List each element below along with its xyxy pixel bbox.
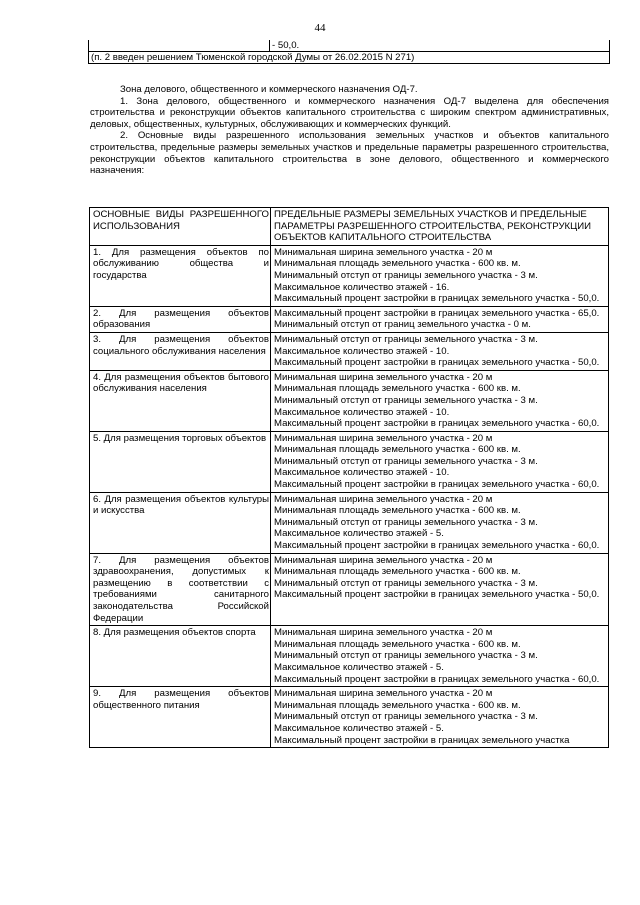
table-row (90, 306, 609, 332)
param-line: Максимальный процент застройки в границах земельного участка - 60,0. (274, 673, 600, 685)
param-line: Максимальный процент застройки в границах земельного участка - 65,0. (274, 307, 600, 319)
previous-table-tail (88, 40, 610, 64)
param-line: Минимальный отступ от границы земельного участка - 3 м. (274, 394, 538, 406)
use-cell: 1. Для размещения объектов по обслуживанию общества и государства (90, 245, 271, 306)
table-row (90, 687, 609, 748)
param-line: Максимальное количество этажей - 16. (274, 281, 450, 293)
param-line: Максимальное количество этажей - 10. (274, 406, 450, 418)
params-cell (271, 370, 609, 431)
param-line: Минимальный отступ от границы земельного участка - 3 м. (274, 455, 538, 467)
table-row (90, 245, 609, 306)
zone-heading: Зона делового, общественного и коммерческого назначения ОД-7. (120, 84, 418, 95)
params-cell (271, 245, 609, 306)
header-uses: ОСНОВНЫЕ ВИДЫ РАЗРЕШЕННОГО ИСПОЛЬЗОВАНИЯ (90, 208, 271, 246)
table-row (90, 431, 609, 492)
params-cell (271, 626, 609, 687)
use-cell: 9. Для размещения объектов общественного питания (90, 687, 271, 748)
params-cell (271, 332, 609, 370)
use-cell: 7. Для размещения объектов здравоохранения, допустимых к размещению в соответствии с требованиями санитарного законодательства Российской Федерации (90, 553, 271, 626)
param-line: Минимальная площадь земельного участка - 600 кв. м. (274, 699, 521, 711)
amendment-note: (п. 2 введен решением Тюменской городской Думы от 26.02.2015 N 271) (89, 52, 610, 64)
param-line: Минимальная площадь земельного участка - 600 кв. м. (274, 444, 521, 456)
use-cell: 4. Для размещения объектов бытового обслуживания населения (90, 370, 271, 431)
use-cell: 2. Для размещения объектов образования (90, 306, 271, 332)
param-line: Максимальное количество этажей - 5. (274, 722, 444, 734)
param-line: Максимальный процент застройки в границах земельного участка - 50,0. (274, 589, 600, 601)
param-line: Минимальная ширина земельного участка - 20 м (274, 688, 493, 700)
table-row (90, 370, 609, 431)
param-line: Минимальный отступ от границ земельного участка - 0 м. (274, 319, 531, 331)
param-line: Минимальный отступ от границы земельного участка - 3 м. (274, 333, 538, 345)
param-line: Минимальный отступ от границы земельного участка - 3 м. (274, 269, 538, 281)
paragraph-1: 1. Зона делового, общественного и коммерческого назначения ОД-7 выделена для обеспечения строительства и реконструкции объектов капитального строительства с широким спектром административных, деловых, общественных, культурных, обслуживающих и коммерческих функций. (90, 95, 609, 130)
param-line: Минимальная площадь земельного участка - 600 кв. м. (274, 566, 521, 578)
param-line: Минимальная ширина земельного участка - 20 м (274, 432, 493, 444)
param-line: Максимальный процент застройки в границах земельного участка - 60,0. (274, 540, 600, 552)
params-cell (271, 306, 609, 332)
param-line: Минимальная ширина земельного участка - 20 м (274, 554, 493, 566)
params-cell (271, 687, 609, 748)
table-body (90, 245, 609, 747)
param-line: Максимальный процент застройки в границах земельного участка - 60,0. (274, 418, 600, 430)
param-line: Максимальное количество этажей - 10. (274, 345, 450, 357)
param-line: Минимальная площадь земельного участка - 600 кв. м. (274, 505, 521, 517)
body-text (90, 84, 609, 177)
param-line: Максимальный процент застройки в границах земельного участка - 50,0. (274, 357, 600, 369)
usage-table (89, 207, 609, 748)
param-line: Минимальный отступ от границы земельного участка - 3 м. (274, 711, 538, 723)
use-cell: 3. Для размещения объектов социального обслуживания населения (90, 332, 271, 370)
page-number: 44 (314, 22, 326, 34)
param-line: Максимальное количество этажей - 10. (274, 467, 450, 479)
table-header-row (90, 208, 609, 246)
param-line: Максимальное количество этажей - 5. (274, 528, 444, 540)
param-line: Максимальный процент застройки в границах земельного участка - 60,0. (274, 479, 600, 491)
header-params: ПРЕДЕЛЬНЫЕ РАЗМЕРЫ ЗЕМЕЛЬНЫХ УЧАСТКОВ И ПРЕДЕЛЬНЫЕ ПАРАМЕТРЫ РАЗРЕШЕННОГО СТРОИТЕЛЬСТВА, РЕКОНСТРУКЦИИ ОБЪЕКТОВ КАПИТАЛЬНОГО СТРОИТЕЛЬСТВА (271, 208, 609, 246)
params-cell (271, 492, 609, 553)
use-cell: 5. Для размещения торговых объектов (90, 431, 271, 492)
empty-cell (89, 40, 270, 52)
value-cell: - 50,0. (270, 40, 610, 52)
param-line: Минимальный отступ от границы земельного участка - 3 м. (274, 650, 538, 662)
param-line: Минимальная ширина земельного участка - 20 м (274, 493, 493, 505)
param-line: Минимальная ширина земельного участка - 20 м (274, 371, 493, 383)
param-line: Максимальное количество этажей - 5. (274, 661, 444, 673)
param-line: Минимальная ширина земельного участка - 20 м (274, 627, 493, 639)
param-line: Минимальный отступ от границы земельного участка - 3 м. (274, 577, 538, 589)
param-line: Минимальная ширина земельного участка - 20 м (274, 246, 493, 258)
param-line: Минимальная площадь земельного участка - 600 кв. м. (274, 638, 521, 650)
paragraph-2: 2. Основные виды разрешенного использования земельных участков и объектов капитального строительства, предельные размеры земельных участков и предельные параметры разрешенного строительства, реконструкции объектов капитального строительства в зоне делового, общественного и коммерческого назначения: (90, 130, 609, 177)
use-cell: 8. Для размещения объектов спорта (90, 626, 271, 687)
param-line: Минимальный отступ от границы земельного участка - 3 м. (274, 516, 538, 528)
params-cell (271, 431, 609, 492)
param-line: Максимальный процент застройки в границах земельного участка - 50,0. (274, 293, 600, 305)
param-line: Максимальный процент застройки в границах земельного участка (274, 734, 570, 746)
param-line: Минимальная площадь земельного участка - 600 кв. м. (274, 258, 521, 270)
table-row (90, 492, 609, 553)
param-line: Минимальная площадь земельного участка - 600 кв. м. (274, 383, 521, 395)
table-row (90, 332, 609, 370)
params-cell (271, 553, 609, 626)
use-cell: 6. Для размещения объектов культуры и искусства (90, 492, 271, 553)
table-row (90, 553, 609, 626)
table-row (90, 626, 609, 687)
